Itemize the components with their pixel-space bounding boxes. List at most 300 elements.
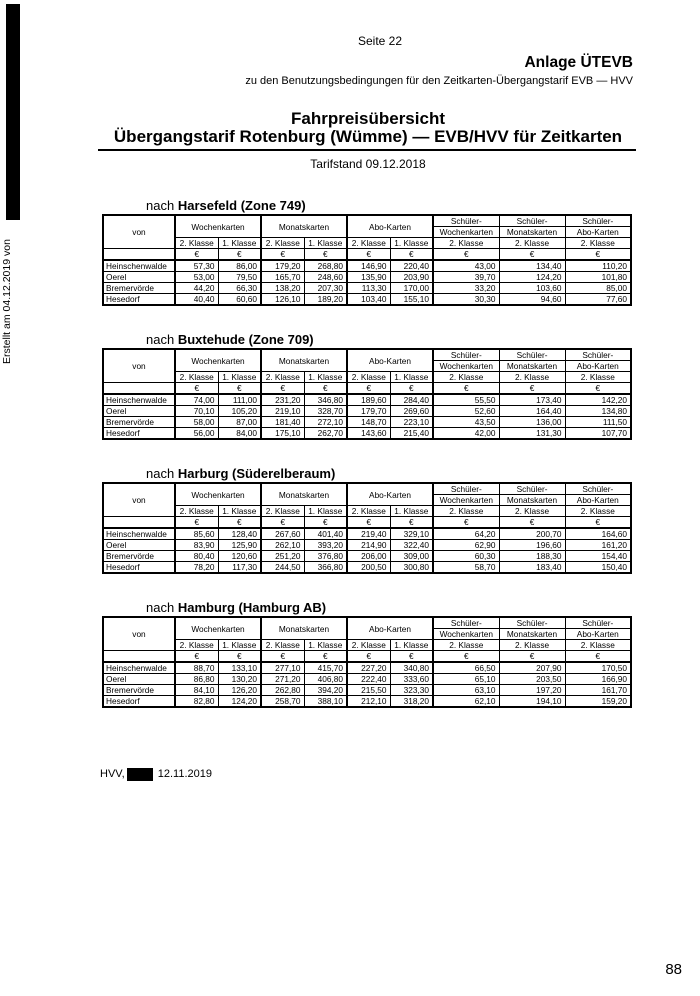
table-row [103,428,631,440]
table-row [103,272,631,283]
fare-cell: 77,60 [565,294,631,306]
header-row [103,483,631,495]
header-schueler-monat: Monatskarten [499,361,565,372]
fare-cell: 328,70 [304,406,347,417]
fare-cell: 179,20 [261,260,304,272]
header-euro: € [261,651,304,663]
row-origin: Oerel [103,540,175,551]
fare-cell: 170,00 [390,283,433,294]
fare-cell: 271,20 [261,674,304,685]
fare-cell: 227,20 [347,662,390,674]
fare-cell: 214,90 [347,540,390,551]
fare-cell: 74,00 [175,394,218,406]
fare-cell: 207,90 [499,662,565,674]
fare-cell: 181,40 [261,417,304,428]
table-row [103,294,631,306]
fare-cell: 44,20 [175,283,218,294]
fare-cell: 55,50 [433,394,499,406]
header-euro: € [347,249,390,261]
header-euro: € [390,517,433,529]
footer-date: 12.11.2019 [157,768,212,780]
section-destination: Buxtehude (Zone 709) [177,332,314,347]
header-klasse: 1. Klasse [304,640,347,651]
fare-cell: 194,10 [499,696,565,708]
header-schueler-abo: Schüler- [565,215,631,227]
row-origin: Heinschenwalde [103,528,175,540]
fare-cell: 103,60 [499,283,565,294]
fare-cell: 78,20 [175,562,218,574]
section-nach: nach [146,198,175,213]
header-schueler-monat: Monatskarten [499,495,565,506]
row-origin: Heinschenwalde [103,394,175,406]
header-euro: € [390,249,433,261]
fare-cell: 138,20 [261,283,304,294]
fare-cell: 189,20 [304,294,347,306]
fare-cell: 394,20 [304,685,347,696]
row-origin: Bremervörde [103,685,175,696]
fare-cell: 136,00 [499,417,565,428]
header-row-klasse [103,640,631,651]
fare-cell: 52,60 [433,406,499,417]
header-euro: € [433,383,499,395]
header-klasse: 2. Klasse [347,238,390,249]
header-klasse: 2. Klasse [261,506,304,517]
header-klasse: 1. Klasse [390,640,433,651]
header-klasse: 1. Klasse [218,506,261,517]
fare-cell: 268,80 [304,260,347,272]
row-origin: Hesedorf [103,428,175,440]
header-klasse: 1. Klasse [390,506,433,517]
header-klasse: 2. Klasse [433,640,499,651]
fare-cell: 40,40 [175,294,218,306]
header-klasse: 2. Klasse [433,372,499,383]
fare-cell: 200,70 [499,528,565,540]
fare-cell: 150,40 [565,562,631,574]
fare-cell: 70,10 [175,406,218,417]
fare-cell: 366,80 [304,562,347,574]
header-schueler-abo: Schüler- [565,483,631,495]
header-euro: € [261,517,304,529]
header-klasse: 1. Klasse [304,506,347,517]
fare-cell: 277,10 [261,662,304,674]
row-origin: Heinschenwalde [103,260,175,272]
fare-cell: 60,30 [433,551,499,562]
header-klasse: 2. Klasse [499,506,565,517]
header-klasse: 2. Klasse [499,238,565,249]
fare-cell: 248,60 [304,272,347,283]
fare-cell: 126,20 [218,685,261,696]
header-klasse: 2. Klasse [347,506,390,517]
fare-table [102,214,632,306]
fare-cell: 66,30 [218,283,261,294]
header-row-currency [103,517,631,529]
header-schueler-woche: Schüler- [433,349,499,361]
fare-cell: 85,00 [565,283,631,294]
header-klasse: 1. Klasse [304,372,347,383]
header-schueler-woche: Schüler- [433,483,499,495]
document-subtitle: Übergangstarif Rotenburg (Wümme) — EVB/HVV für Zeitkarten [113,127,623,146]
header-schueler-abo: Schüler- [565,617,631,629]
fare-cell: 134,40 [499,260,565,272]
header-empty [103,249,175,261]
fare-cell: 164,60 [565,528,631,540]
fare-table [102,616,632,708]
header-klasse: 2. Klasse [433,238,499,249]
fare-cell: 56,00 [175,428,218,440]
section-destination: Harsefeld (Zone 749) [177,198,306,213]
fare-cell: 82,80 [175,696,218,708]
fare-cell: 154,40 [565,551,631,562]
header-euro: € [565,517,631,529]
header-euro: € [499,383,565,395]
fare-cell: 94,60 [499,294,565,306]
header-schueler-woche: Wochenkarten [433,227,499,238]
table-row [103,283,631,294]
header-empty [103,651,175,663]
table-row [103,528,631,540]
header-schueler-abo: Abo-Karten [565,361,631,372]
header-row-klasse [103,372,631,383]
header-abokarten: Abo-Karten [347,617,433,640]
header-klasse: 2. Klasse [261,238,304,249]
redaction-bar [6,4,20,220]
fare-cell: 105,20 [218,406,261,417]
header-euro: € [304,517,347,529]
fare-cell: 219,10 [261,406,304,417]
row-origin: Bremervörde [103,551,175,562]
fare-cell: 64,20 [433,528,499,540]
fare-cell: 65,10 [433,674,499,685]
header-klasse: 1. Klasse [390,238,433,249]
header-euro: € [175,651,218,663]
fare-cell: 130,20 [218,674,261,685]
fare-cell: 170,50 [565,662,631,674]
header-von: von [103,215,175,249]
fare-cell: 107,70 [565,428,631,440]
fare-cell: 284,40 [390,394,433,406]
row-origin: Oerel [103,674,175,685]
fare-cell: 79,50 [218,272,261,283]
fare-cell: 223,10 [390,417,433,428]
fare-cell: 207,30 [304,283,347,294]
fare-cell: 300,80 [390,562,433,574]
header-klasse: 2. Klasse [565,238,631,249]
fare-cell: 58,00 [175,417,218,428]
fare-cell: 86,80 [175,674,218,685]
header-euro: € [347,651,390,663]
fare-cell: 84,00 [218,428,261,440]
header-euro: € [261,249,304,261]
header-klasse: 2. Klasse [261,372,304,383]
header-euro: € [390,651,433,663]
anlage-subtitle: zu den Benutzungsbedingungen für den Zeitkarten-Übergangstarif EVB — HVV [245,75,633,87]
header-monatskarten: Monatskarten [261,617,347,640]
header-euro: € [304,383,347,395]
fare-cell: 80,40 [175,551,218,562]
header-von: von [103,349,175,383]
fare-cell: 318,20 [390,696,433,708]
document-title: Fahrpreisübersicht [291,109,445,128]
fare-cell: 120,60 [218,551,261,562]
fare-cell: 133,10 [218,662,261,674]
header-schueler-woche: Schüler- [433,215,499,227]
fare-cell: 388,10 [304,696,347,708]
fare-cell: 333,60 [390,674,433,685]
fare-cell: 131,30 [499,428,565,440]
header-schueler-monat: Monatskarten [499,629,565,640]
fare-cell: 206,00 [347,551,390,562]
tarifstand: Tarifstand 09.12.2018 [310,157,426,171]
fare-cell: 83,90 [175,540,218,551]
fare-cell: 212,10 [347,696,390,708]
header-wochenkarten: Wochenkarten [175,483,261,506]
row-origin: Heinschenwalde [103,662,175,674]
fare-cell: 197,20 [499,685,565,696]
fare-section [102,466,632,574]
row-origin: Bremervörde [103,417,175,428]
header-schueler-abo: Abo-Karten [565,629,631,640]
header-euro: € [565,249,631,261]
fare-cell: 165,70 [261,272,304,283]
fare-cell: 164,40 [499,406,565,417]
table-row [103,394,631,406]
fare-cell: 272,10 [304,417,347,428]
header-schueler-abo: Schüler- [565,349,631,361]
header-row-currency [103,651,631,663]
header-schueler-abo: Abo-Karten [565,227,631,238]
fare-cell: 135,90 [347,272,390,283]
header-schueler-monat: Schüler- [499,617,565,629]
header-euro: € [499,651,565,663]
fare-cell: 117,30 [218,562,261,574]
section-title [146,600,632,616]
header-klasse: 2. Klasse [433,506,499,517]
fare-cell: 179,70 [347,406,390,417]
header-row-klasse [103,506,631,517]
header-wochenkarten: Wochenkarten [175,215,261,238]
fare-cell: 196,60 [499,540,565,551]
fare-cell: 113,30 [347,283,390,294]
header-klasse: 1. Klasse [218,640,261,651]
header-klasse: 2. Klasse [347,640,390,651]
fare-cell: 189,60 [347,394,390,406]
table-row [103,540,631,551]
section-nach: nach [146,332,175,347]
footer [100,767,212,781]
fare-cell: 161,20 [565,540,631,551]
header-monatskarten: Monatskarten [261,483,347,506]
header-klasse: 1. Klasse [218,372,261,383]
fare-cell: 215,50 [347,685,390,696]
title-divider [98,149,636,151]
header-schueler-monat: Monatskarten [499,227,565,238]
fare-cell: 251,20 [261,551,304,562]
fare-cell: 219,40 [347,528,390,540]
fare-cell: 63,10 [433,685,499,696]
header-wochenkarten: Wochenkarten [175,617,261,640]
header-klasse: 2. Klasse [175,640,218,651]
header-klasse: 2. Klasse [175,506,218,517]
fare-cell: 85,60 [175,528,218,540]
header-euro: € [175,383,218,395]
fare-cell: 406,80 [304,674,347,685]
fare-cell: 329,10 [390,528,433,540]
fare-cell: 220,40 [390,260,433,272]
fare-cell: 200,50 [347,562,390,574]
header-klasse: 2. Klasse [261,640,304,651]
redacted-name [127,768,153,781]
fare-table [102,348,632,440]
fare-cell: 161,70 [565,685,631,696]
fare-cell: 111,00 [218,394,261,406]
fare-cell: 57,30 [175,260,218,272]
section-destination: Harburg (Süderelberaum) [177,466,336,481]
fare-cell: 222,40 [347,674,390,685]
header-klasse: 2. Klasse [175,372,218,383]
fare-cell: 323,30 [390,685,433,696]
header-klasse: 2. Klasse [175,238,218,249]
fare-cell: 393,20 [304,540,347,551]
table-row [103,562,631,574]
fare-cell: 146,90 [347,260,390,272]
header-euro: € [304,651,347,663]
header-euro: € [433,249,499,261]
header-klasse: 2. Klasse [565,506,631,517]
header-schueler-monat: Schüler- [499,349,565,361]
fare-cell: 125,90 [218,540,261,551]
fare-cell: 124,20 [218,696,261,708]
fare-cell: 203,90 [390,272,433,283]
fare-cell: 340,80 [390,662,433,674]
fare-cell: 188,30 [499,551,565,562]
fare-cell: 111,50 [565,417,631,428]
header-wochenkarten: Wochenkarten [175,349,261,372]
section-title [146,198,632,214]
fare-cell: 309,00 [390,551,433,562]
fare-section [102,600,632,708]
fare-cell: 142,20 [565,394,631,406]
fare-cell: 62,10 [433,696,499,708]
header-schueler-woche: Wochenkarten [433,629,499,640]
row-origin: Hesedorf [103,562,175,574]
section-nach: nach [146,466,175,481]
fare-section [102,198,632,306]
fare-cell: 87,00 [218,417,261,428]
fare-cell: 84,10 [175,685,218,696]
fare-section [102,332,632,440]
fare-cell: 346,80 [304,394,347,406]
header-von: von [103,483,175,517]
table-row [103,696,631,708]
header-klasse: 1. Klasse [218,238,261,249]
header-euro: € [261,383,304,395]
header-row [103,349,631,361]
fare-cell: 134,80 [565,406,631,417]
header-row-currency [103,383,631,395]
fare-cell: 269,60 [390,406,433,417]
header-schueler-woche: Wochenkarten [433,361,499,372]
header-schueler-monat: Schüler- [499,215,565,227]
header-euro: € [433,517,499,529]
table-row [103,260,631,272]
fare-cell: 401,40 [304,528,347,540]
fare-table [102,482,632,574]
header-euro: € [565,651,631,663]
fare-cell: 124,20 [499,272,565,283]
fare-cell: 262,80 [261,685,304,696]
table-row [103,551,631,562]
fare-cell: 42,00 [433,428,499,440]
table-row [103,685,631,696]
header-row-currency [103,249,631,261]
header-row [103,617,631,629]
header-klasse: 2. Klasse [499,372,565,383]
fare-cell: 262,10 [261,540,304,551]
fare-cell: 166,90 [565,674,631,685]
header-klasse: 1. Klasse [390,372,433,383]
header-klasse: 2. Klasse [347,372,390,383]
section-title [146,466,632,482]
header-schueler-monat: Schüler- [499,483,565,495]
row-origin: Bremervörde [103,283,175,294]
table-row [103,674,631,685]
fare-cell: 66,50 [433,662,499,674]
fare-cell: 110,20 [565,260,631,272]
fare-cell: 173,40 [499,394,565,406]
fare-cell: 175,10 [261,428,304,440]
header-euro: € [175,249,218,261]
fare-cell: 101,80 [565,272,631,283]
fare-cell: 43,50 [433,417,499,428]
fare-cell: 33,20 [433,283,499,294]
fare-cell: 88,70 [175,662,218,674]
header-klasse: 2. Klasse [565,372,631,383]
header-abokarten: Abo-Karten [347,215,433,238]
header-euro: € [347,517,390,529]
fare-cell: 215,40 [390,428,433,440]
page-label: Seite 22 [357,34,403,48]
fare-cell: 86,00 [218,260,261,272]
header-klasse: 2. Klasse [565,640,631,651]
header-schueler-woche: Schüler- [433,617,499,629]
header-euro: € [218,383,261,395]
header-euro: € [565,383,631,395]
fare-cell: 30,30 [433,294,499,306]
fare-cell: 322,40 [390,540,433,551]
table-row [103,417,631,428]
header-row-klasse [103,238,631,249]
header-euro: € [433,651,499,663]
creation-note: Erstellt am 04.12.2019 von [1,239,13,364]
fare-cell: 128,40 [218,528,261,540]
fare-cell: 244,50 [261,562,304,574]
header-euro: € [304,249,347,261]
section-nach: nach [146,600,175,615]
fare-cell: 60,60 [218,294,261,306]
fare-cell: 262,70 [304,428,347,440]
fare-cell: 143,60 [347,428,390,440]
page-number: 88 [665,961,682,978]
header-abokarten: Abo-Karten [347,349,433,372]
fare-cell: 62,90 [433,540,499,551]
header-klasse: 2. Klasse [499,640,565,651]
header-euro: € [218,249,261,261]
header-schueler-woche: Wochenkarten [433,495,499,506]
section-title [146,332,632,348]
header-von: von [103,617,175,651]
header-row [103,215,631,227]
fare-cell: 39,70 [433,272,499,283]
